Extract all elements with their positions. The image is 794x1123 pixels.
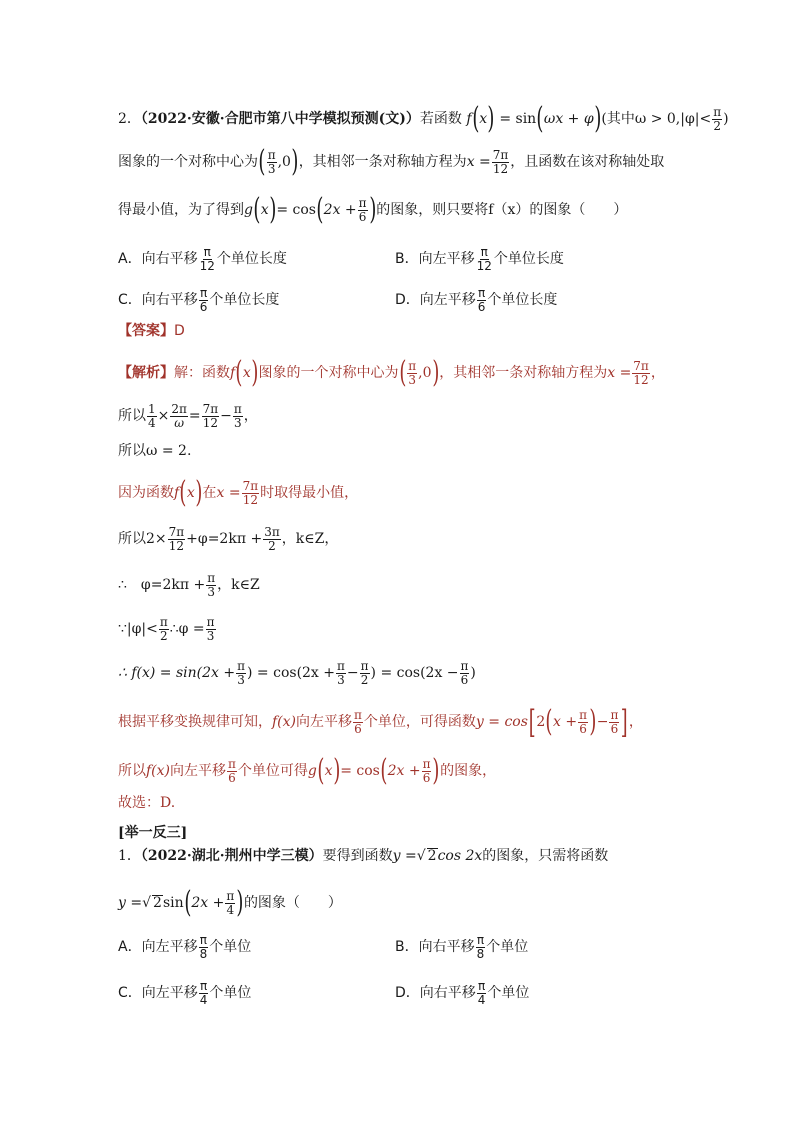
answer-line (118, 324, 185, 338)
q1-source: （2022·湖北·荆州中学三模） (140, 848, 323, 864)
q1-line-1: 1．（2022·湖北·荆州中学三模）要得到函数y =√ 2cos 2x的图象，只需将函数 (118, 848, 609, 864)
q2-line-1: 2．（2022·安徽·合肥市第八中学模拟预测(文)）若函数 f(x) = sin(ωx + φ)(其中ω > 0,|φ|< $\frac{\pi}{2}$ ) (118, 101, 729, 136)
q2-option-d: D．向左平移 $\frac{\pi}{6}$ 个单位长度 (395, 286, 558, 314)
q2-line-3: 得最小值，为了得到g(x)= cos(2x + $\frac{\pi}{6}$ )的图象，则只要将f（x）的图象（ ） (118, 192, 628, 227)
analysis-line-9: 根据平移变换规律可知，f(x)向左平移 $\frac{\pi}{6}$ 个单位，可得函数y = cos[2(x + $\frac{\pi}{6}$ )− $\frac{\pi}{6}$ ]， (118, 703, 643, 741)
q2-option-a: A．向右平移 $\frac{\pi}{12}$ 个单位长度 (118, 245, 287, 273)
q2-option-b: B．向左平移 $\frac{\pi}{12}$ 个单位长度 (395, 245, 564, 273)
analysis-line-6: ∴ φ=2kπ + $\frac{\pi}{3}$ ，k∈Z (118, 571, 260, 599)
q2-source: （2022·安徽·合肥市第八中学模拟预测(文)） (140, 111, 420, 127)
analysis-line-4: 因为函数f(x)在x = $\frac{7\pi}{12}$ 时取得最小值， (118, 475, 359, 510)
q1-number: 1． (118, 848, 141, 864)
analysis-line-2: 所以 $\frac{1}{4}$ × $\frac{2\pi}{\omega}$ = $\frac{7\pi}{12}$ − $\frac{\pi}{3}$ ， (118, 402, 258, 430)
analysis-line-1: 【解析】解：函数f(x)图象的一个对称中心为( $\frac{\pi}{3}$ ,0)，其相邻一条对称轴方程为x = $\frac{7\pi}{12}$ ， (118, 355, 665, 390)
q2-option-c: C．向右平移 $\frac{\pi}{6}$ 个单位长度 (118, 286, 280, 314)
analysis-tag: 【解析】 (118, 365, 174, 381)
q1-option-b: B．向右平移 $\frac{\pi}{8}$ 个单位 (395, 933, 529, 961)
analysis-line-7: ∵|φ|< $\frac{\pi}{2}$ ∴φ = $\frac{\pi}{3}$ (118, 615, 215, 643)
answer-value: D (174, 323, 185, 339)
q1-option-a: A．向左平移 $\frac{\pi}{8}$ 个单位 (118, 933, 252, 961)
analysis-line-11: 故选：D. (118, 795, 176, 811)
analysis-line-10: 所以f(x)向左平移 $\frac{\pi}{6}$ 个单位可得g(x)= cos(2x + $\frac{\pi}{6}$ )的图象， (118, 753, 497, 788)
q2-line-2: 图象的一个对称中心为( $\frac{\pi}{3}$ ,0)，其相邻一条对称轴方程为x = $\frac{7\pi}{12}$ ，且函数在该对称轴处取 (118, 144, 665, 179)
analysis-line-3: 所以ω = 2. (118, 443, 192, 459)
analysis-line-8: ∴ f(x) = sin(2x + $\frac{\pi}{3}$ ) = cos(2x + $\frac{\pi}{3}$ − $\frac{\pi}{2}$ ) = cos(2x − $\frac{\pi}{6}$ ) (118, 659, 476, 687)
q1-option-c: C．向左平移 $\frac{\pi}{4}$ 个单位 (118, 979, 252, 1007)
q1-line-2: y =√ 2sin(2x + $\frac{\pi}{4}$ )的图象（ ） (118, 885, 342, 920)
q2-number: 2． (118, 111, 141, 127)
answer-tag: 【答案】 (118, 323, 174, 339)
analysis-line-5: 所以2× $\frac{7\pi}{12}$ +φ=2kπ + $\frac{3\pi}{2}$ ，k∈Z， (118, 525, 339, 553)
section-title: [举一反三] (118, 825, 188, 841)
q1-option-d: D．向右平移 $\frac{\pi}{4}$ 个单位 (395, 979, 530, 1007)
